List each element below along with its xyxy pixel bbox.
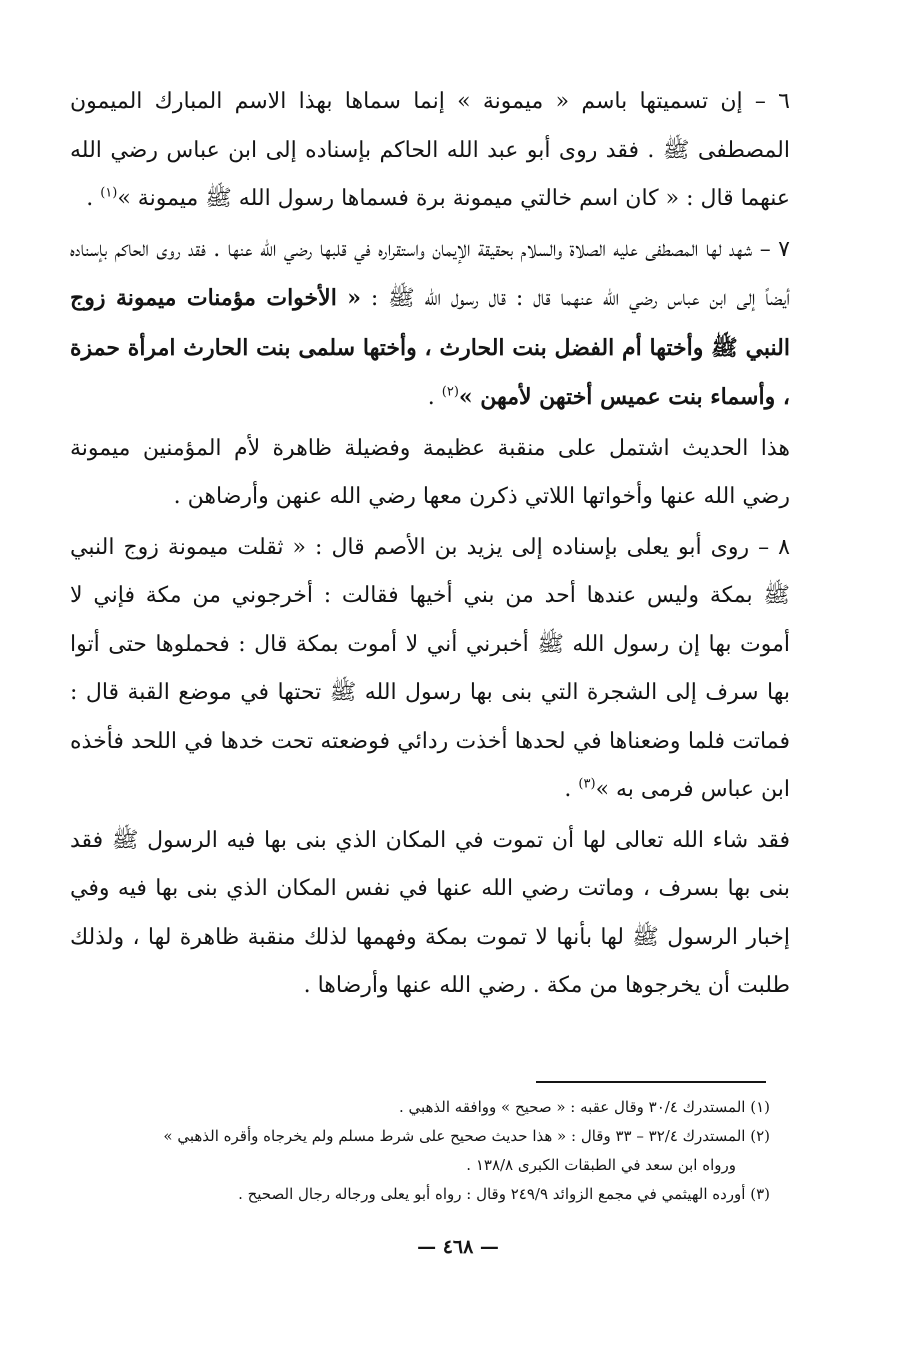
paragraph-text: ٨ – روى أبو يعلى بإسناده إلى يزيد بن الأصم قال : « ثقلت ميمونة زوج النبي ﷺ بمكة وليس عندها أحد من بني أخيها فقالت : أخرجوني من مكة فإني لا أموت بها إن رسول الله ﷺ أخبرني أني لا أموت بمكة قال : فحملوها حتى أتوا بها سرف إلى الشجرة التي بنى بها رسول الله ﷺ تحتها في موضع القبة قال : فماتت فلما وضعناها في لحدها أخذت ردائي فوضعته تحت خدها في اللحد فأخذه ابن عباس فرمى به »	[70, 534, 790, 802]
footnote-ref-3: (٣)	[578, 776, 596, 792]
footnote-1: (١) المستدرك ٣٠/٤ وقال عقبه : « صحيح » ووافقه الذهبي .	[398, 1098, 770, 1116]
paragraph-end: .	[564, 777, 579, 802]
footnote-divider	[536, 1081, 766, 1083]
paragraph-text: هذا الحديث اشتمل على منقبة عظيمة وفضيلة ظاهرة لأم المؤمنين ميمونة رضي الله عنها وأخواتها اللاتي ذكرن معها رضي الله عنهن وأرضاهن .	[70, 435, 790, 509]
footnote-ref-2: (٢)	[441, 384, 459, 400]
paragraph-commentary	[70, 425, 790, 522]
paragraph-text: ٧ – شهد لها المصطفى عليه الصلاة والسلام بحقيقة الإيمان واستقراره في قلبها رضي الله عنها . فقد روى الحاكم بإسناده أيضاً إلى ابن عباس رضي الله عنهما قال : قال رسول الله ﷺ :	[70, 236, 790, 311]
footnote-2: (٢) المستدرك ٣٢/٤ – ٣٣ وقال : « هذا حديث صحيح على شرط مسلم ولم يخرجاه وأقره الذهبي »	[163, 1127, 770, 1145]
paragraph-text: ٦ – إن تسميتها باسم « ميمونة » إنما سماها بهذا الاسم المبارك الميمون المصطفى ﷺ . فقد روى أبو عبد الله الحاكم بإسناده إلى ابن عباس رضي الله عنهما قال : « كان اسم خالتي ميمونة برة فسماها رسول الله ﷺ ميمونة »	[70, 89, 790, 211]
paragraph-8	[70, 524, 790, 815]
paragraph-conclusion	[70, 817, 790, 1011]
paragraph-6	[70, 78, 790, 224]
paragraph-end: .	[86, 186, 101, 211]
footnote-2-continued: ورواه ابن سعد في الطبقات الكبرى ١٣٨/٨ .	[466, 1156, 736, 1174]
paragraph-7	[70, 226, 790, 423]
footnote-3: (٣) أورده الهيثمي في مجمع الزوائد ٢٤٩/٩ وقال : رواه أبو يعلى ورجاله رجال الصحيح .	[238, 1185, 770, 1203]
page-number: — ٤٦٨ —	[417, 1236, 499, 1258]
main-text	[70, 78, 790, 1011]
footnote-ref-1: (١)	[100, 185, 118, 201]
footnotes	[70, 1093, 770, 1209]
hadith-quote: « الأخوات مؤمنات ميمونة زوج النبي ﷺ وأختها أم الفضل بنت الحارث ، وأختها سلمى بنت الحارث امرأة حمزة ، وأسماء بنت عميس أختهن لأمهن »	[70, 285, 790, 410]
paragraph-text: فقد شاء الله تعالى لها أن تموت في المكان الذي بنى بها فيه الرسول ﷺ فقد بنى بها بسرف ، وماتت رضي الله عنها في نفس المكان الذي بنى بها فيه وفي إخبار الرسول ﷺ لها بأنها لا تموت بمكة وفهمها لذلك منقبة ظاهرة لها ، ولذلك طلبت أن يخرجوها من مكة . رضي الله عنها وأرضاها .	[70, 827, 790, 998]
paragraph-end: .	[427, 385, 442, 410]
